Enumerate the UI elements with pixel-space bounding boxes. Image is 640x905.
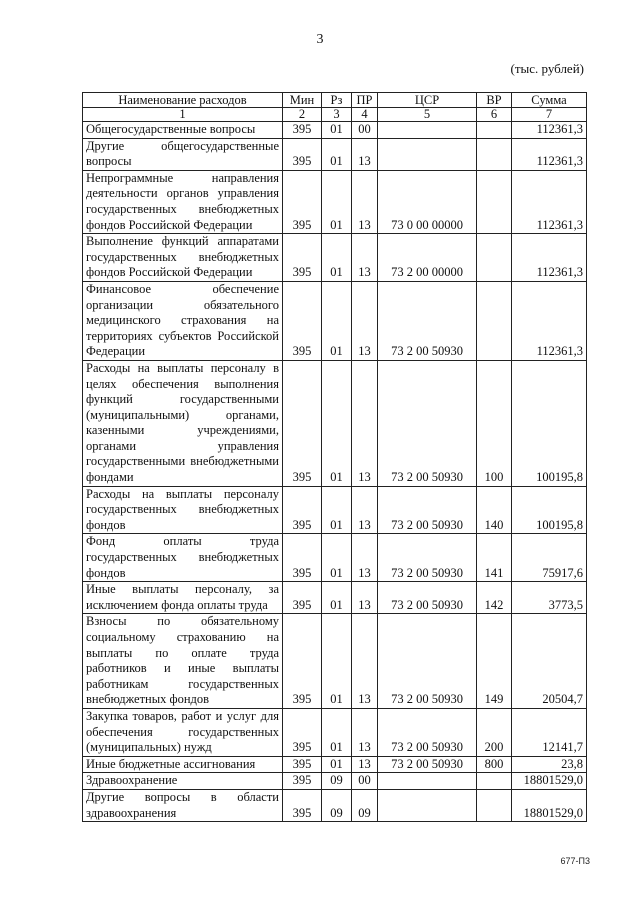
csr-code: [378, 122, 477, 139]
csr-code: 73 2 00 50930: [378, 614, 477, 709]
vr-code: [477, 170, 512, 233]
sum-value: 112361,3: [512, 122, 587, 139]
header-name: Наименование расходов: [83, 93, 283, 108]
vr-code: 100: [477, 360, 512, 486]
vr-code: [477, 773, 512, 790]
header-csr: ЦСР: [378, 93, 477, 108]
table-row: [83, 789, 587, 821]
expense-name: Общегосударственные вопросы: [83, 122, 283, 139]
csr-code: 73 2 00 50930: [378, 360, 477, 486]
table-row: [83, 360, 587, 486]
expense-name: Закупка товаров, работ и услуг для обеспечения государственных (муниципальных) нужд: [83, 708, 283, 756]
header-pr: ПР: [352, 93, 378, 108]
rz-code: 01: [322, 486, 352, 534]
rz-code: 01: [322, 122, 352, 139]
expense-name: Взносы по обязательному социальному страхованию на выплаты по оплате труда работников и иные выплаты работникам государственных внебюджетных фондов: [83, 614, 283, 709]
expense-name: Выполнение функций аппаратами государственных внебюджетных фондов Российской Федерации: [83, 234, 283, 282]
sum-value: 100195,8: [512, 360, 587, 486]
min-code: 395: [283, 756, 322, 773]
header-sum: Сумма: [512, 93, 587, 108]
rz-code: 09: [322, 789, 352, 821]
sum-value: 18801529,0: [512, 789, 587, 821]
table-row: [83, 486, 587, 534]
sum-value: 75917,6: [512, 534, 587, 582]
min-code: 395: [283, 360, 322, 486]
rz-code: 01: [322, 534, 352, 582]
header-vr: ВР: [477, 93, 512, 108]
csr-code: 73 0 00 00000: [378, 170, 477, 233]
vr-code: 142: [477, 582, 512, 614]
min-code: 395: [283, 773, 322, 790]
table-row: [83, 582, 587, 614]
csr-code: 73 2 00 50930: [378, 756, 477, 773]
column-number: 1: [83, 108, 283, 122]
rz-code: 01: [322, 360, 352, 486]
vr-code: 140: [477, 486, 512, 534]
expense-name: Непрограммные направления деятельности органов управления государственных внебюджетных фондов Российской Федерации: [83, 170, 283, 233]
rz-code: 01: [322, 170, 352, 233]
pr-code: 13: [352, 708, 378, 756]
column-number: 3: [322, 108, 352, 122]
sum-value: 112361,3: [512, 234, 587, 282]
expense-name: Другие общегосударственные вопросы: [83, 138, 283, 170]
csr-code: 73 2 00 50930: [378, 534, 477, 582]
pr-code: 00: [352, 122, 378, 139]
sum-value: 3773,5: [512, 582, 587, 614]
table-row: [83, 756, 587, 773]
pr-code: 13: [352, 582, 378, 614]
csr-code: [378, 138, 477, 170]
document-code: 677-П3: [560, 856, 590, 866]
min-code: 395: [283, 534, 322, 582]
min-code: 395: [283, 708, 322, 756]
pr-code: 00: [352, 773, 378, 790]
column-number: 5: [378, 108, 477, 122]
min-code: 395: [283, 582, 322, 614]
rz-code: 01: [322, 138, 352, 170]
expense-name: Расходы на выплаты персоналу государственных внебюджетных фондов: [83, 486, 283, 534]
pr-code: 13: [352, 170, 378, 233]
csr-code: 73 2 00 00000: [378, 234, 477, 282]
table-row: [83, 708, 587, 756]
table-row: [83, 170, 587, 233]
budget-table: [82, 92, 587, 822]
sum-value: 112361,3: [512, 170, 587, 233]
csr-code: 73 2 00 50930: [378, 582, 477, 614]
table-row: [83, 122, 587, 139]
rz-code: 01: [322, 281, 352, 360]
table-row: [83, 773, 587, 790]
table-row: [83, 281, 587, 360]
sum-value: 23,8: [512, 756, 587, 773]
rz-code: 01: [322, 614, 352, 709]
rz-code: 01: [322, 756, 352, 773]
pr-code: 13: [352, 138, 378, 170]
column-number: 7: [512, 108, 587, 122]
rz-code: 01: [322, 234, 352, 282]
vr-code: 141: [477, 534, 512, 582]
column-number-row: [83, 108, 587, 122]
column-number: 2: [283, 108, 322, 122]
pr-code: 13: [352, 234, 378, 282]
min-code: 395: [283, 614, 322, 709]
csr-code: [378, 789, 477, 821]
pr-code: 13: [352, 756, 378, 773]
sum-value: 12141,7: [512, 708, 587, 756]
expense-name: Иные бюджетные ассигнования: [83, 756, 283, 773]
vr-code: 200: [477, 708, 512, 756]
rz-code: 01: [322, 582, 352, 614]
min-code: 395: [283, 122, 322, 139]
vr-code: 149: [477, 614, 512, 709]
vr-code: [477, 789, 512, 821]
csr-code: 73 2 00 50930: [378, 486, 477, 534]
min-code: 395: [283, 486, 322, 534]
sum-value: 20504,7: [512, 614, 587, 709]
csr-code: 73 2 00 50930: [378, 281, 477, 360]
expense-name: Другие вопросы в области здравоохранения: [83, 789, 283, 821]
table-row: [83, 614, 587, 709]
min-code: 395: [283, 234, 322, 282]
header-row: [83, 93, 587, 108]
rz-code: 09: [322, 773, 352, 790]
pr-code: 13: [352, 486, 378, 534]
expense-name: Здравоохранение: [83, 773, 283, 790]
expense-name: Фонд оплаты труда государственных внебюджетных фондов: [83, 534, 283, 582]
units-note: (тыс. рублей): [510, 61, 584, 76]
min-code: 395: [283, 138, 322, 170]
sum-value: 112361,3: [512, 138, 587, 170]
vr-code: [477, 281, 512, 360]
column-number: 6: [477, 108, 512, 122]
min-code: 395: [283, 789, 322, 821]
pr-code: 13: [352, 360, 378, 486]
vr-code: 800: [477, 756, 512, 773]
pr-code: 13: [352, 534, 378, 582]
vr-code: [477, 138, 512, 170]
column-number: 4: [352, 108, 378, 122]
table-row: [83, 138, 587, 170]
vr-code: [477, 122, 512, 139]
vr-code: [477, 234, 512, 282]
csr-code: 73 2 00 50930: [378, 708, 477, 756]
expense-name: Финансовое обеспечение организации обязательного медицинского страхования на территориях субъектов Российской Федерации: [83, 281, 283, 360]
page-number: 3: [316, 32, 324, 47]
sum-value: 112361,3: [512, 281, 587, 360]
sum-value: 100195,8: [512, 486, 587, 534]
pr-code: 13: [352, 614, 378, 709]
rz-code: 01: [322, 708, 352, 756]
sum-value: 18801529,0: [512, 773, 587, 790]
expense-name: Расходы на выплаты персоналу в целях обеспечения выполнения функций государственными (муниципальными) органами, казенными учреждениями, органами управления государственными внебюджетными фондами: [83, 360, 283, 486]
csr-code: [378, 773, 477, 790]
min-code: 395: [283, 170, 322, 233]
min-code: 395: [283, 281, 322, 360]
table-row: [83, 234, 587, 282]
pr-code: 09: [352, 789, 378, 821]
expense-name: Иные выплаты персоналу, за исключением фонда оплаты труда: [83, 582, 283, 614]
table-row: [83, 534, 587, 582]
header-min: Мин: [283, 93, 322, 108]
pr-code: 13: [352, 281, 378, 360]
header-rz: Рз: [322, 93, 352, 108]
